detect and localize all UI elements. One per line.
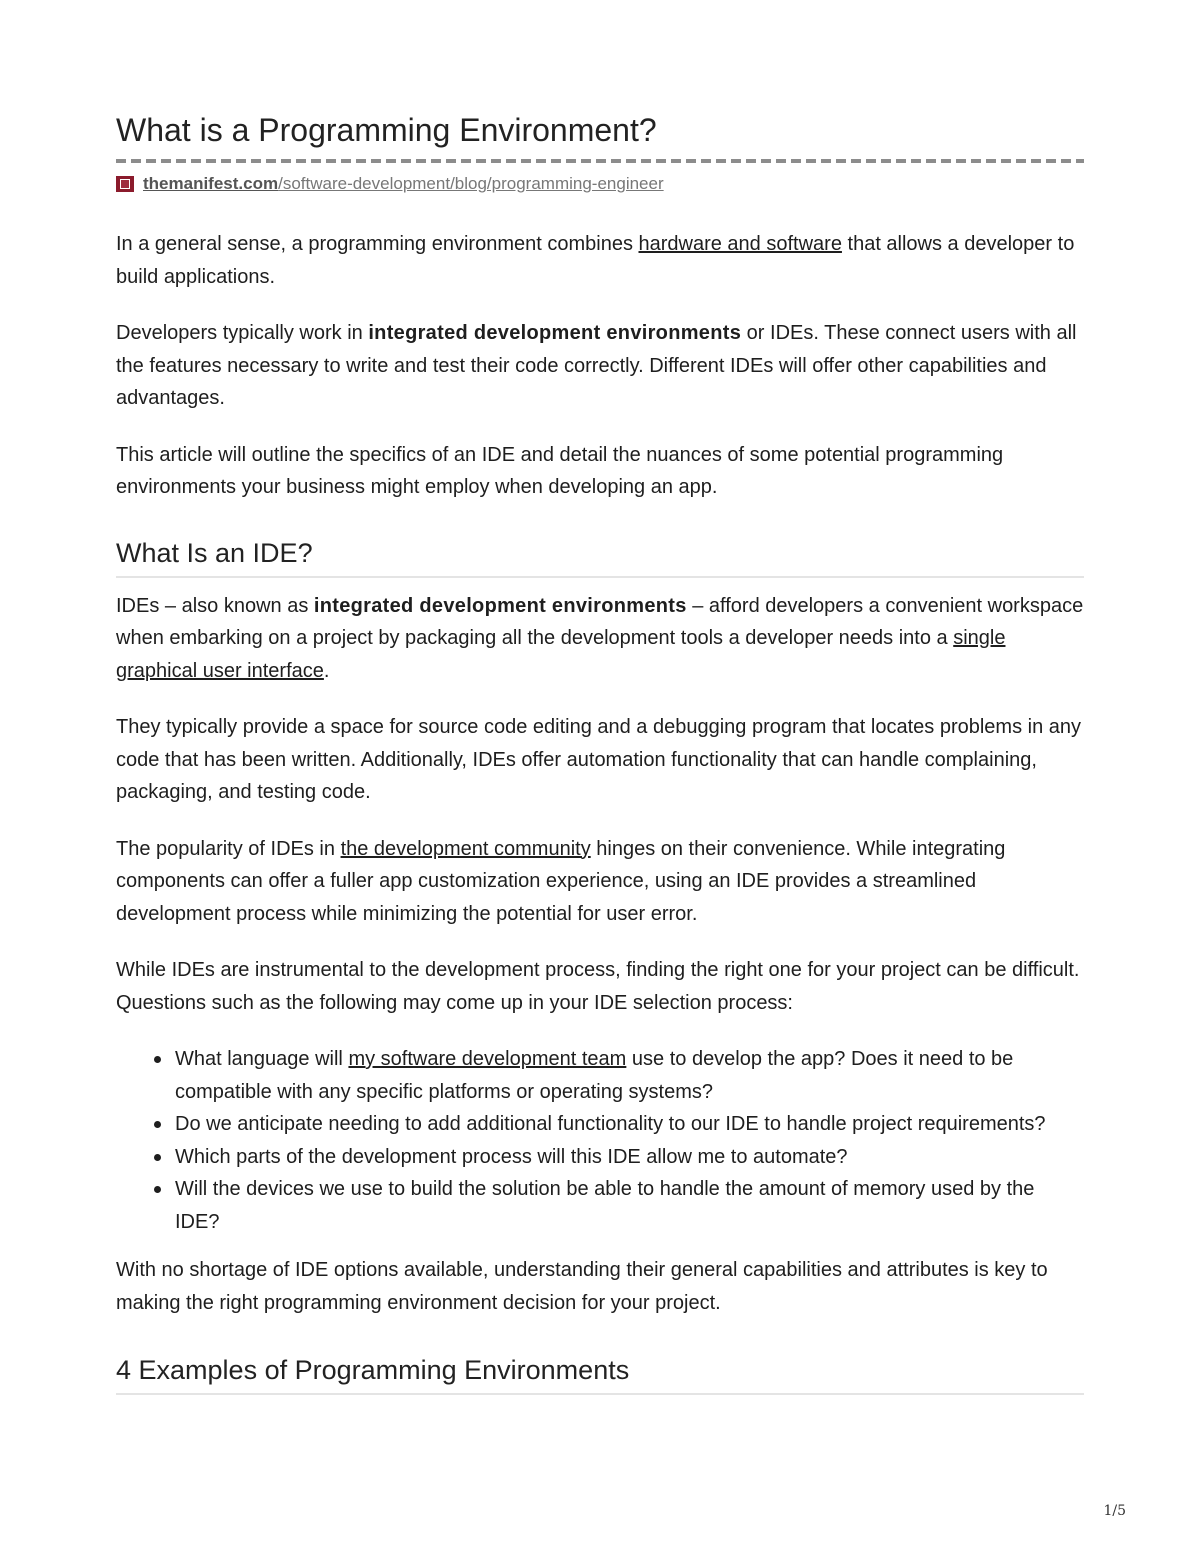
- list-item: Do we anticipate needing to add additional functionality to our IDE to handle project requirements?: [175, 1108, 1084, 1141]
- ide-paragraph-1: IDEs – also known as integrated development environments – afford developers a convenient workspace when embarking on a project by packaging all the development tools a developer needs into a single graphical user interface.: [116, 594, 1084, 682]
- hardware-software-link[interactable]: hardware and software: [638, 233, 842, 255]
- bold-term: integrated development environments: [313, 594, 687, 617]
- source-path[interactable]: /software-development/blog/programming-engineer: [278, 174, 664, 193]
- section-heading-examples: 4 Examples of Programming Environments: [116, 1345, 1084, 1395]
- list-item: What language will my software development team use to develop the app? Does it need to be compatible with any specific platforms or operating systems?: [175, 1043, 1084, 1108]
- title-divider: [116, 159, 1084, 163]
- intro-paragraph-1: In a general sense, a programming environment combines hardware and software that allows a developer to build applications.: [116, 233, 1075, 288]
- ide-paragraph-2: They typically provide a space for source code editing and a debugging program that locates problems in any code that has been written. Additionally, IDEs offer automation functionality that can handle complaining, packaging, and testing code.: [116, 716, 1082, 803]
- development-community-link[interactable]: the development community: [340, 837, 591, 860]
- article-body: [116, 228, 1084, 1395]
- bookmark-icon: [116, 176, 134, 192]
- dev-team-link[interactable]: my software development team: [348, 1048, 627, 1070]
- intro-paragraph-2: Developers typically work in integrated development environments or IDEs. These connect users with all the features necessary to write and test their code correctly. Different IDEs will offer other capabilities and advantages.: [116, 322, 1077, 409]
- page-number: 1/5: [1103, 1503, 1126, 1519]
- ide-paragraph-3: The popularity of IDEs in the development community hinges on their convenience. While integrating components can offer a fuller app customization experience, using an IDE provides a streamlined development process while minimizing the potential for user error.: [116, 837, 1006, 925]
- list-item: Which parts of the development process will this IDE allow me to automate?: [175, 1141, 1084, 1174]
- gui-link[interactable]: single graphical user interface: [116, 627, 1006, 682]
- intro-paragraph-3: This article will outline the specifics of an IDE and detail the nuances of some potential programming environments your business might employ when developing an app.: [116, 443, 1004, 498]
- source-domain[interactable]: themanifest.com: [143, 174, 279, 193]
- list-item: Will the devices we use to build the solution be able to handle the amount of memory used by the IDE?: [175, 1173, 1084, 1238]
- bold-term: integrated development environments: [368, 322, 742, 344]
- page-title: What is a Programming Environment?: [116, 112, 657, 148]
- section-heading-ide: What Is an IDE?: [116, 528, 1084, 578]
- ide-paragraph-4: While IDEs are instrumental to the development process, finding the right one for your project can be difficult. Questions such as the following may come up in your IDE selection process:: [116, 959, 1080, 1014]
- selection-questions-list: [116, 1043, 1084, 1238]
- source-link[interactable]: [116, 173, 664, 195]
- ide-paragraph-5: With no shortage of IDE options available, understanding their general capabilities and attributes is key to making the right programming environment decision for your project.: [116, 1259, 1048, 1314]
